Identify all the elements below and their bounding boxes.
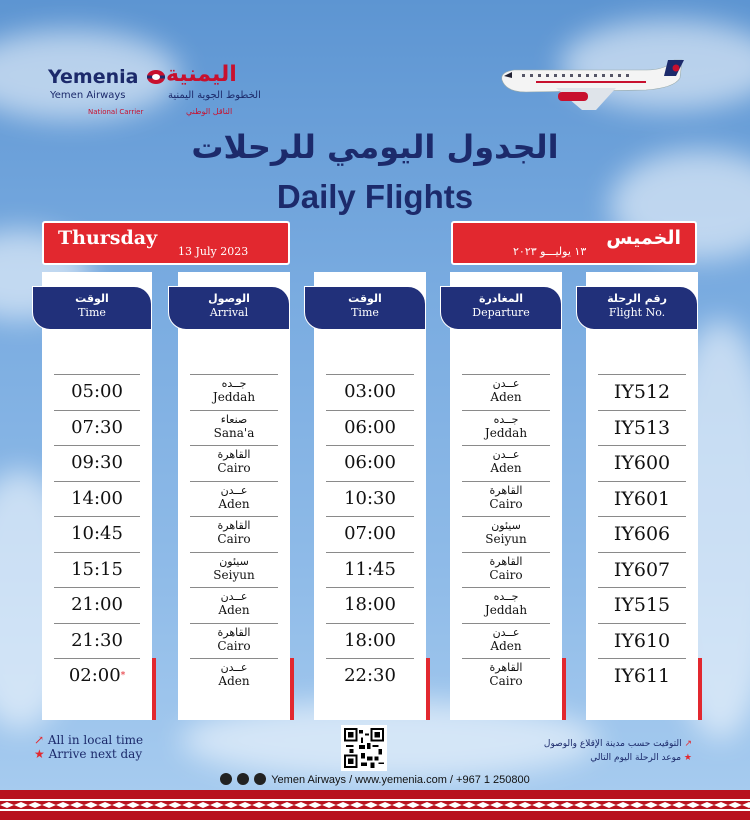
pattern-diamond: [308, 802, 322, 808]
arrival-city-ar: القاهرة: [217, 448, 251, 461]
day-english: Thursday: [58, 227, 158, 249]
table-cell: [598, 623, 686, 658]
table-cell: [326, 658, 414, 693]
table-cell: [462, 623, 550, 658]
pattern-diamond: [700, 802, 714, 808]
note-next-day: Arrive next day: [48, 747, 143, 761]
pattern-diamond: [448, 802, 462, 808]
qr-code: [341, 725, 387, 771]
pattern-diamond: [686, 802, 700, 808]
table-cell: [54, 623, 140, 658]
clock-marker-icon: ↗: [684, 739, 692, 749]
table-cell: [598, 410, 686, 445]
departure-city-ar: القاهرة: [489, 483, 523, 497]
pattern-diamond: [532, 802, 546, 808]
arrival-time: 07:30: [71, 416, 123, 438]
pattern-diamond: [602, 802, 616, 808]
departure-city-ar: القاهرة: [489, 554, 523, 568]
arrival-city-en: Aden: [218, 603, 250, 617]
flight-number-column: [586, 272, 698, 720]
table-cell: [598, 516, 686, 551]
note-next-day-ar: موعد الرحلة اليوم التالي: [590, 753, 682, 763]
table-cell: [54, 552, 140, 587]
brand-subtitle-ar: الخطوط الجوية اليمنية: [168, 90, 261, 101]
arrival-city-en: Sana'a: [213, 425, 255, 440]
pattern-diamond: [434, 802, 448, 808]
departure-time: 07:00: [344, 523, 396, 544]
pattern-diamond: [84, 802, 98, 808]
departure-city-ar: جــده: [493, 590, 519, 603]
flight-number: IY606: [613, 523, 671, 545]
column-accent: [426, 658, 430, 720]
column-accent: [562, 658, 566, 720]
pattern-diamond: [364, 802, 378, 808]
pattern-diamond: [378, 802, 392, 808]
flight-number: IY512: [613, 381, 671, 403]
pattern-diamond: [140, 802, 154, 808]
table-cell: [462, 552, 550, 587]
pattern-diamond: [616, 802, 630, 808]
title-english: Daily Flights: [276, 178, 474, 215]
arrival-city-en: Seiyun: [213, 567, 255, 582]
flight-number: IY611: [613, 665, 671, 687]
table-cell: [462, 587, 550, 622]
table-cell: [54, 516, 140, 551]
next-day-mark: *: [120, 671, 126, 681]
arrival-city-en: Cairo: [217, 638, 251, 653]
departure-city-en: Cairo: [489, 496, 523, 511]
arrival-time: 21:00: [71, 594, 123, 615]
departure-header: [440, 286, 562, 330]
pattern-diamond: [210, 802, 224, 808]
pattern-diamond: [252, 802, 266, 808]
table-cell: [598, 552, 686, 587]
facebook-icon[interactable]: [254, 773, 266, 785]
flight-number: IY607: [613, 558, 671, 581]
decorative-pattern: [0, 799, 750, 811]
table-cell: [326, 587, 414, 622]
date-english: 13 July 2023: [178, 245, 249, 258]
star-marker-icon: ★: [34, 747, 45, 761]
pattern-diamond: [196, 802, 210, 808]
table-cell: [326, 410, 414, 445]
pattern-diamond: [644, 802, 658, 808]
flight-number: IY515: [613, 594, 671, 616]
table-cell: [190, 481, 278, 516]
arrival-city-en: Aden: [218, 674, 250, 688]
flight-number: IY610: [613, 629, 671, 652]
pattern-diamond: [546, 802, 560, 808]
pattern-diamond: [98, 802, 112, 808]
footer-contact: Yemen Airways / www.yemenia.com / +967 1 250800: [271, 774, 530, 786]
pattern-diamond: [574, 802, 588, 808]
column-accent: [290, 658, 294, 720]
departure-time: 10:30: [344, 487, 396, 509]
arrival-city-ar: عــدن: [220, 590, 248, 603]
brand-name-en: Yemenia: [48, 66, 139, 88]
table-cell: [190, 658, 278, 693]
header-en: Time: [78, 306, 106, 319]
note-local-time: All in local time: [47, 733, 144, 747]
arrival-city-ar: جــده: [221, 377, 247, 390]
table-cell: [462, 481, 550, 516]
pattern-diamond: [56, 802, 70, 808]
arrival-time: 02:00: [68, 665, 121, 686]
table-cell: [54, 445, 140, 480]
departure-time-column: [314, 272, 426, 720]
pattern-diamond: [154, 802, 168, 808]
pattern-diamond: [392, 802, 406, 808]
departure-city-ar: جــده: [493, 412, 519, 426]
pattern-diamond: [266, 802, 280, 808]
twitter-icon[interactable]: [237, 773, 249, 785]
table-cell: [462, 658, 550, 693]
pattern-diamond: [588, 802, 602, 808]
bottom-band: [0, 790, 750, 820]
table-cell: [598, 445, 686, 480]
table-cell: [54, 481, 140, 516]
pattern-diamond: [490, 802, 504, 808]
table-cell: [326, 374, 414, 409]
departure-city-en: Aden: [490, 638, 522, 653]
table-cell: [190, 552, 278, 587]
table-cell: [326, 445, 414, 480]
departure-city-en: Jeddah: [484, 603, 528, 617]
departure-city-ar: عــدن: [492, 448, 520, 461]
departure-city-en: Cairo: [489, 567, 523, 582]
table-cell: [326, 623, 414, 658]
table-cell: [598, 481, 686, 516]
pattern-diamond: [126, 802, 140, 808]
header-ar: الوقت: [348, 292, 382, 305]
table-cell: [462, 445, 550, 480]
pattern-diamond: [672, 802, 686, 808]
departure-time: 11:45: [344, 558, 396, 580]
instagram-icon[interactable]: [220, 773, 232, 785]
header-ar: المغادرة: [478, 292, 524, 305]
flight-number: IY600: [613, 452, 671, 474]
pattern-diamond: [224, 802, 238, 808]
table-cell: [54, 658, 140, 693]
national-carrier-ar: الناقل الوطني: [186, 107, 233, 116]
pattern-diamond: [42, 802, 56, 808]
departure-city-ar: القاهرة: [489, 661, 523, 674]
pattern-diamond: [280, 802, 294, 808]
arrival-city-en: Cairo: [217, 532, 251, 546]
table-cell: [598, 587, 686, 622]
departure-time: 18:00: [344, 629, 396, 651]
pattern-diamond: [70, 802, 84, 808]
brand-logo: [48, 62, 263, 126]
departure-time: 22:30: [344, 665, 396, 686]
header-ar: الوصول: [208, 292, 250, 305]
arrival-city-ar: صنعاء: [220, 412, 248, 426]
notes-arabic: [544, 737, 692, 765]
pattern-diamond: [476, 802, 490, 808]
table-cell: [190, 623, 278, 658]
table-cell: [326, 516, 414, 551]
table-cell: [190, 374, 278, 409]
arrival-time: 14:00: [71, 487, 123, 509]
flight-number: IY513: [613, 416, 671, 439]
arrival-city-en: Jeddah: [212, 390, 256, 404]
departure-city-en: Seiyun: [485, 532, 527, 546]
header-en: Time: [351, 306, 379, 319]
header-en: Departure: [472, 306, 530, 319]
date-arabic: ١٣ يوليـــو ٢٠٢٣: [513, 245, 587, 258]
pattern-diamond: [406, 802, 420, 808]
pattern-diamond: [28, 802, 42, 808]
table-cell: [190, 516, 278, 551]
arrival-city-ar: سيئون: [219, 554, 249, 568]
arrival-time: 15:15: [71, 558, 123, 580]
arrival-time-column: [42, 272, 152, 720]
table-cell: [54, 410, 140, 445]
yemenia-emblem-icon: [146, 69, 166, 85]
pattern-diamond: [112, 802, 126, 808]
departure-city-en: Jeddah: [484, 425, 528, 440]
arrival-city-en: Cairo: [217, 461, 251, 475]
departure-column: [450, 272, 562, 720]
arrival-column: [178, 272, 290, 720]
arrival-time: 10:45: [71, 523, 123, 544]
table-cell: [462, 374, 550, 409]
arrival-city-ar: عــدن: [220, 661, 248, 674]
header-ar: الوقت: [75, 292, 109, 305]
clock-marker-icon: ↗: [34, 733, 45, 747]
pattern-diamond: [462, 802, 476, 808]
pattern-diamond: [182, 802, 196, 808]
pattern-diamond: [518, 802, 532, 808]
departure-time: 06:00: [344, 452, 396, 473]
pattern-diamond: [350, 802, 364, 808]
pattern-diamond: [294, 802, 308, 808]
table-cell: [326, 552, 414, 587]
brand-subtitle-en: Yemen Airways: [50, 90, 126, 101]
pattern-diamond: [560, 802, 574, 808]
flight-number: IY601: [613, 487, 671, 510]
arrival-city-ar: القاهرة: [217, 519, 251, 532]
arrival-time: 05:00: [71, 381, 123, 402]
pattern-diamond: [322, 802, 336, 808]
arrival-city-ar: عــدن: [220, 483, 248, 497]
day-arabic: الخميس: [606, 227, 681, 249]
departure-city-ar: سيئون: [491, 519, 521, 532]
table-cell: [598, 374, 686, 409]
flight-number-header: [576, 286, 698, 330]
departure-time: 06:00: [344, 416, 396, 438]
pattern-diamond: [168, 802, 182, 808]
date-banner-english: [42, 221, 290, 265]
pattern-diamond: [658, 802, 672, 808]
departure-city-en: Aden: [490, 390, 522, 404]
pattern-diamond: [714, 802, 728, 808]
departure-city-en: Cairo: [489, 674, 523, 688]
pattern-diamond: [238, 802, 252, 808]
pattern-diamond: [14, 802, 28, 808]
arrival-city-ar: القاهرة: [217, 625, 251, 639]
departure-time: 18:00: [344, 594, 396, 615]
star-marker-icon: ★: [683, 753, 692, 763]
table-cell: [598, 658, 686, 693]
table-cell: [190, 410, 278, 445]
pattern-diamond: [420, 802, 434, 808]
departure-city-en: Aden: [490, 461, 522, 475]
note-local-time-ar: التوقيت حسب مدينة الإقلاع والوصول: [543, 739, 682, 749]
arrival-time: 21:30: [71, 629, 123, 651]
date-banner-arabic: [451, 221, 697, 265]
header-ar: رقم الرحلة: [607, 292, 667, 305]
arrival-city-en: Aden: [218, 496, 250, 511]
header-en: Flight No.: [608, 306, 666, 319]
table-cell: [462, 410, 550, 445]
departure-city-ar: عــدن: [492, 625, 520, 639]
pattern-diamond: [336, 802, 350, 808]
table-cell: [54, 587, 140, 622]
table-cell: [54, 374, 140, 409]
column-accent: [152, 658, 156, 720]
title-arabic: الجدول اليومي للرحلات: [191, 128, 559, 166]
notes-english: [34, 733, 143, 761]
arrival-header: [168, 286, 290, 330]
pattern-diamond: [0, 802, 14, 808]
table-cell: [462, 516, 550, 551]
brand-name-ar: اليمنية: [166, 62, 237, 87]
departure-city-ar: عــدن: [492, 377, 520, 390]
header-en: Arrival: [209, 306, 249, 319]
pattern-diamond: [630, 802, 644, 808]
pattern-diamond: [742, 802, 750, 808]
airplane-image: [496, 58, 688, 114]
table-cell: [190, 587, 278, 622]
departure-time: 03:00: [344, 381, 396, 402]
footer: [0, 773, 750, 786]
arrival-time-header: [32, 286, 152, 330]
table-cell: [190, 445, 278, 480]
arrival-time: 09:30: [71, 452, 123, 473]
national-carrier-en: National Carrier: [88, 108, 144, 116]
pattern-diamond: [504, 802, 518, 808]
column-accent: [698, 658, 702, 720]
departure-time-header: [304, 286, 426, 330]
pattern-diamond: [728, 802, 742, 808]
table-cell: [326, 481, 414, 516]
